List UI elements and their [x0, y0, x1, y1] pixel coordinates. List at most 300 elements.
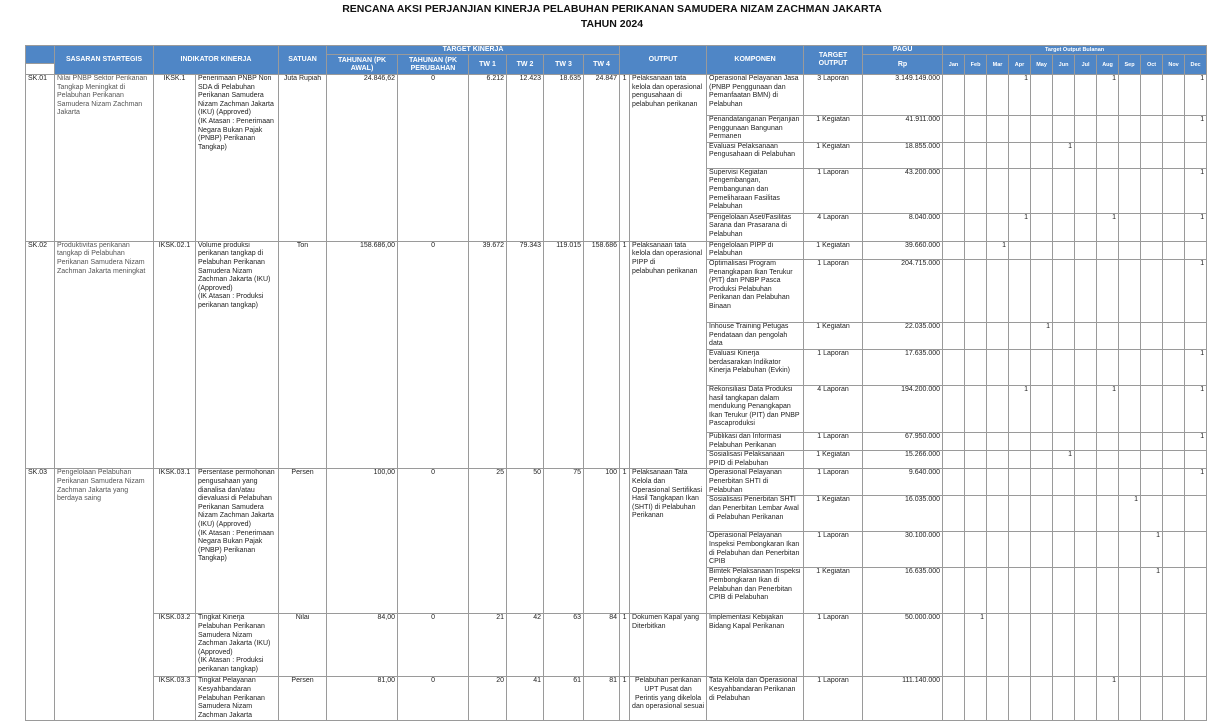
- header-rp: Rp: [863, 55, 943, 75]
- month-target-jan: [943, 116, 965, 143]
- month-target-dec: 1: [1185, 349, 1207, 385]
- month-target-jan: [943, 568, 965, 614]
- pagu-value: 9.640.000: [863, 469, 943, 496]
- output-number: 1: [620, 75, 630, 242]
- header-tw1: TW 1: [469, 55, 507, 75]
- month-target-jun: [1053, 614, 1075, 677]
- target-tw2: 50: [507, 469, 544, 614]
- komponen-text: Evaluasi Pelaksanaan Pengusahaan di Pelabuhan: [707, 142, 804, 168]
- month-target-mar: [987, 322, 1009, 349]
- month-target-aug: [1097, 496, 1119, 532]
- month-target-jun: [1053, 532, 1075, 568]
- target-tw3: 18.635: [544, 75, 584, 242]
- pagu-value: 204.715.000: [863, 259, 943, 322]
- month-target-may: [1031, 168, 1053, 213]
- month-target-feb: [965, 349, 987, 385]
- month-target-nov: [1163, 349, 1185, 385]
- month-target-mar: [987, 116, 1009, 143]
- target-output: 1 Laporan: [804, 168, 863, 213]
- month-target-dec: 1: [1185, 75, 1207, 116]
- komponen-text: Inhouse Training Petugas Pendataan dan pengolah data: [707, 322, 804, 349]
- pagu-value: 41.911.000: [863, 116, 943, 143]
- output-text: Pelaksanaan Tata Kelola dan Operasional Sertifikasi Hasil Tangkapan Ikan (SHTI) di Pelabuhan Perikanan: [630, 469, 707, 614]
- month-target-aug: [1097, 469, 1119, 496]
- month-target-sep: [1119, 213, 1141, 241]
- month-target-jun: [1053, 168, 1075, 213]
- month-target-nov: [1163, 213, 1185, 241]
- month-target-nov: [1163, 532, 1185, 568]
- month-target-sep: [1119, 568, 1141, 614]
- month-target-apr: [1009, 349, 1031, 385]
- target-tahunan-perubahan: 0: [398, 677, 469, 721]
- target-tw2: 41: [507, 677, 544, 721]
- month-target-jul: [1075, 532, 1097, 568]
- month-target-may: [1031, 75, 1053, 116]
- month-target-nov: [1163, 142, 1185, 168]
- output-number: 1: [620, 241, 630, 469]
- pagu-value: 16.035.000: [863, 496, 943, 532]
- month-target-nov: [1163, 469, 1185, 496]
- month-target-mar: [987, 432, 1009, 450]
- target-output: 1 Kegiatan: [804, 142, 863, 168]
- month-target-sep: [1119, 677, 1141, 721]
- month-target-jul: [1075, 168, 1097, 213]
- month-target-nov: [1163, 385, 1185, 432]
- month-target-mar: [987, 349, 1009, 385]
- month-target-jan: [943, 385, 965, 432]
- header-komponen: KOMPONEN: [707, 46, 804, 75]
- month-target-oct: 1: [1141, 532, 1163, 568]
- month-target-jan: [943, 451, 965, 469]
- month-target-sep: 1: [1119, 496, 1141, 532]
- sasaran-code: SK.02: [26, 241, 55, 469]
- month-target-sep: [1119, 116, 1141, 143]
- month-target-jul: [1075, 349, 1097, 385]
- month-target-jan: [943, 496, 965, 532]
- month-target-jun: [1053, 385, 1075, 432]
- target-tw1: 25: [469, 469, 507, 614]
- pagu-value: 3.149.149.000: [863, 75, 943, 116]
- month-target-jun: [1053, 322, 1075, 349]
- komponen-text: Operasional Pelayanan Jasa (PNBP Penggunaan dan Pemanfaatan BMN) di Pelabuhan: [707, 75, 804, 116]
- sasaran-text: Nilai PNBP Sektor Perikanan Tangkap Meningkat di Pelabuhan Perikanan Samudera Nizam Zachman Jakarta: [55, 75, 154, 242]
- month-target-may: [1031, 469, 1053, 496]
- output-text: Pelaksanaan tata kelola dan operasional pengusahaan di pelabuhan perikanan: [630, 75, 707, 242]
- month-target-jun: [1053, 496, 1075, 532]
- header-target-bulanan: Target Output Bulanan: [943, 46, 1207, 55]
- target-output: 1 Laporan: [804, 349, 863, 385]
- output-text: Pelaksanaan tata kelola dan operasional PIPP di pelabuhan perikanan: [630, 241, 707, 469]
- month-target-may: 1: [1031, 322, 1053, 349]
- month-target-feb: [965, 451, 987, 469]
- month-target-oct: [1141, 469, 1163, 496]
- month-target-jun: [1053, 116, 1075, 143]
- pagu-value: 17.635.000: [863, 349, 943, 385]
- target-output: 1 Kegiatan: [804, 568, 863, 614]
- month-target-may: [1031, 349, 1053, 385]
- month-target-apr: [1009, 142, 1031, 168]
- target-tw2: 42: [507, 614, 544, 677]
- output-text: Dokumen Kapal yang Diterbitkan: [630, 614, 707, 677]
- pagu-value: 8.040.000: [863, 213, 943, 241]
- header-target-output: TARGET OUTPUT: [804, 46, 863, 75]
- month-target-aug: [1097, 349, 1119, 385]
- target-output: 1 Kegiatan: [804, 322, 863, 349]
- header-indikator: INDIKATOR KINERJA: [154, 46, 279, 75]
- month-target-may: [1031, 142, 1053, 168]
- output-number: 1: [620, 677, 630, 721]
- indicator-code: IKSK.03.2: [154, 614, 196, 677]
- month-target-jul: [1075, 259, 1097, 322]
- pagu-value: 22.035.000: [863, 322, 943, 349]
- month-target-mar: [987, 259, 1009, 322]
- month-target-mar: [987, 213, 1009, 241]
- month-target-oct: [1141, 385, 1163, 432]
- pagu-value: 39.660.000: [863, 241, 943, 259]
- pagu-value: 15.266.000: [863, 451, 943, 469]
- month-target-nov: [1163, 451, 1185, 469]
- month-target-dec: 1: [1185, 469, 1207, 496]
- month-target-dec: [1185, 614, 1207, 677]
- header-sasaran: SASARAN STARTEGIS: [55, 46, 154, 75]
- header-month-oct: Oct: [1141, 55, 1163, 75]
- month-target-may: [1031, 213, 1053, 241]
- month-target-jan: [943, 213, 965, 241]
- target-tw3: 119.015: [544, 241, 584, 469]
- month-target-aug: [1097, 614, 1119, 677]
- month-target-jan: [943, 349, 965, 385]
- month-target-mar: [987, 451, 1009, 469]
- month-target-dec: 1: [1185, 213, 1207, 241]
- table-row: [26, 614, 1207, 677]
- month-target-oct: [1141, 451, 1163, 469]
- month-target-jul: [1075, 677, 1097, 721]
- output-number: 1: [620, 469, 630, 614]
- target-tw2: 79.343: [507, 241, 544, 469]
- komponen-text: Operasional Pelayanan Penerbitan SHTI di Pelabuhan: [707, 469, 804, 496]
- month-target-nov: [1163, 75, 1185, 116]
- month-target-aug: 1: [1097, 75, 1119, 116]
- month-target-nov: [1163, 677, 1185, 721]
- komponen-text: Optimalisasi Program Penangkapan Ikan Terukur (PIT) dan PNBP Pasca Produksi Pelabuhan Perikanan dan Pelabuhan Binaan: [707, 259, 804, 322]
- month-target-mar: [987, 614, 1009, 677]
- month-target-jun: [1053, 259, 1075, 322]
- month-target-oct: [1141, 677, 1163, 721]
- target-tw4: 24.847: [584, 75, 620, 242]
- month-target-aug: [1097, 532, 1119, 568]
- month-target-jun: [1053, 432, 1075, 450]
- month-target-jul: [1075, 213, 1097, 241]
- month-target-may: [1031, 532, 1053, 568]
- month-target-aug: [1097, 322, 1119, 349]
- month-target-apr: [1009, 496, 1031, 532]
- komponen-text: Publikasi dan Informasi Pelabuhan Perikanan: [707, 432, 804, 450]
- header-satuan: SATUAN: [279, 46, 327, 75]
- month-target-apr: 1: [1009, 75, 1031, 116]
- target-output: 1 Laporan: [804, 432, 863, 450]
- target-output: 1 Kegiatan: [804, 116, 863, 143]
- header-month-dec: Dec: [1185, 55, 1207, 75]
- month-target-apr: [1009, 532, 1031, 568]
- month-target-nov: [1163, 614, 1185, 677]
- target-tw3: 63: [544, 614, 584, 677]
- target-output: 1 Laporan: [804, 469, 863, 496]
- target-tahunan-awal: 100,00: [327, 469, 398, 614]
- month-target-apr: [1009, 168, 1031, 213]
- month-target-oct: [1141, 432, 1163, 450]
- month-target-jan: [943, 241, 965, 259]
- month-target-jun: 1: [1053, 451, 1075, 469]
- action-plan-table: [25, 45, 1207, 721]
- target-tw2: 12.423: [507, 75, 544, 242]
- komponen-text: Bimtek Pelaksanaan Inspeksi Pembongkaran Ikan di Pelabuhan dan Penerbitan CPIB di Pelabuhan: [707, 568, 804, 614]
- komponen-text: Implementasi Kebijakan Bidang Kapal Perikanan: [707, 614, 804, 677]
- month-target-may: [1031, 451, 1053, 469]
- month-target-sep: [1119, 385, 1141, 432]
- month-target-jul: [1075, 451, 1097, 469]
- month-target-apr: [1009, 116, 1031, 143]
- month-target-dec: [1185, 496, 1207, 532]
- month-target-feb: [965, 432, 987, 450]
- month-target-feb: [965, 213, 987, 241]
- month-target-sep: [1119, 259, 1141, 322]
- month-target-jul: [1075, 116, 1097, 143]
- target-output: 1 Kegiatan: [804, 241, 863, 259]
- month-target-sep: [1119, 451, 1141, 469]
- month-target-sep: [1119, 532, 1141, 568]
- month-target-mar: [987, 142, 1009, 168]
- month-target-jun: 1: [1053, 142, 1075, 168]
- month-target-sep: [1119, 432, 1141, 450]
- month-target-oct: [1141, 496, 1163, 532]
- month-target-dec: [1185, 142, 1207, 168]
- month-target-jul: [1075, 614, 1097, 677]
- month-target-may: [1031, 385, 1053, 432]
- month-target-aug: [1097, 116, 1119, 143]
- month-target-oct: [1141, 116, 1163, 143]
- target-tw4: 158.686: [584, 241, 620, 469]
- month-target-aug: [1097, 142, 1119, 168]
- month-target-feb: [965, 322, 987, 349]
- pagu-value: 18.855.000: [863, 142, 943, 168]
- komponen-text: Operasional Pelayanan Inspeksi Pembongkaran Ikan di Pelabuhan dan Penerbitan CPIB: [707, 532, 804, 568]
- month-target-jan: [943, 168, 965, 213]
- pagu-value: 50.000.000: [863, 614, 943, 677]
- month-target-feb: [965, 259, 987, 322]
- month-target-apr: [1009, 432, 1031, 450]
- month-target-aug: [1097, 168, 1119, 213]
- month-target-aug: [1097, 432, 1119, 450]
- table-row: [26, 677, 1207, 721]
- indicator-satuan: Persen: [279, 469, 327, 614]
- sasaran-code: SK.03: [26, 469, 55, 721]
- month-target-jul: [1075, 322, 1097, 349]
- indicator-code: IKSK.03.3: [154, 677, 196, 721]
- pagu-value: 16.635.000: [863, 568, 943, 614]
- header-month-mar: Mar: [987, 55, 1009, 75]
- header-month-feb: Feb: [965, 55, 987, 75]
- month-target-jun: [1053, 213, 1075, 241]
- target-tahunan-awal: 84,00: [327, 614, 398, 677]
- indicator-text: Volume produksi perikanan tangkap di Pelabuhan Perikanan Samudera Nizam Zachman Jakarta (IKU) (Approved) (IK Atasan : Produksi perikanan tangkap): [196, 241, 279, 469]
- month-target-oct: 1: [1141, 568, 1163, 614]
- month-target-oct: [1141, 213, 1163, 241]
- target-output: 3 Laporan: [804, 75, 863, 116]
- month-target-may: [1031, 568, 1053, 614]
- komponen-text: Sosialisasi Pelaksanaan PPID di Pelabuhan: [707, 451, 804, 469]
- target-tw1: 6.212: [469, 75, 507, 242]
- month-target-jul: [1075, 75, 1097, 116]
- sasaran-code: SK.01: [26, 75, 55, 242]
- month-target-jul: [1075, 469, 1097, 496]
- month-target-oct: [1141, 75, 1163, 116]
- month-target-dec: 1: [1185, 385, 1207, 432]
- month-target-oct: [1141, 349, 1163, 385]
- month-target-apr: [1009, 614, 1031, 677]
- month-target-mar: [987, 532, 1009, 568]
- target-tw1: 39.672: [469, 241, 507, 469]
- month-target-feb: [965, 75, 987, 116]
- indicator-satuan: Ton: [279, 241, 327, 469]
- month-target-nov: [1163, 432, 1185, 450]
- month-target-feb: [965, 469, 987, 496]
- month-target-nov: [1163, 496, 1185, 532]
- komponen-text: Pengelolaan PIPP di Pelabuhan: [707, 241, 804, 259]
- month-target-mar: [987, 496, 1009, 532]
- month-target-may: [1031, 259, 1053, 322]
- target-tw1: 20: [469, 677, 507, 721]
- month-target-apr: [1009, 677, 1031, 721]
- month-target-feb: [965, 142, 987, 168]
- month-target-nov: [1163, 241, 1185, 259]
- target-output: 1 Laporan: [804, 259, 863, 322]
- month-target-feb: [965, 385, 987, 432]
- target-tahunan-awal: 158.686,00: [327, 241, 398, 469]
- month-target-aug: [1097, 241, 1119, 259]
- target-output: 1 Laporan: [804, 532, 863, 568]
- header-month-jun: Jun: [1053, 55, 1075, 75]
- header-month-jan: Jan: [943, 55, 965, 75]
- output-number: 1: [620, 614, 630, 677]
- pagu-value: 194.200.000: [863, 385, 943, 432]
- komponen-text: Sosialisasi Penerbitan SHTI dan Penerbitan Lembar Awal di Pelabuhan Perikanan: [707, 496, 804, 532]
- komponen-text: Supervisi Kegiatan Pengembangan, Pembangunan dan Pemeliharaan Fasilitas Pelabuhan: [707, 168, 804, 213]
- month-target-jun: [1053, 241, 1075, 259]
- month-target-nov: [1163, 116, 1185, 143]
- header-tahunan-perubahan: TAHUNAN (PK PERUBAHAN: [398, 55, 469, 75]
- table-row: [26, 241, 1207, 259]
- month-target-dec: [1185, 568, 1207, 614]
- target-output: 1 Laporan: [804, 677, 863, 721]
- month-target-nov: [1163, 259, 1185, 322]
- header-target-kinerja: TARGET KINERJA: [327, 46, 620, 55]
- header-pagu: PAGU: [863, 46, 943, 55]
- month-target-oct: [1141, 168, 1163, 213]
- header-blank: [26, 64, 55, 75]
- document-year: TAHUN 2024: [580, 18, 644, 30]
- month-target-may: [1031, 116, 1053, 143]
- month-target-dec: 1: [1185, 168, 1207, 213]
- indicator-text: Tingkat Pelayanan Kesyahbandaran Pelabuhan Perikanan Samudera Nizam Zachman Jakarta: [196, 677, 279, 721]
- pagu-value: 30.100.000: [863, 532, 943, 568]
- month-target-may: [1031, 614, 1053, 677]
- month-target-may: [1031, 432, 1053, 450]
- target-tw3: 61: [544, 677, 584, 721]
- month-target-may: [1031, 241, 1053, 259]
- month-target-feb: [965, 241, 987, 259]
- komponen-text: Penandatanganan Perjanjian Penggunaan Bangunan Permanen: [707, 116, 804, 143]
- pagu-value: 43.200.000: [863, 168, 943, 213]
- month-target-jun: [1053, 568, 1075, 614]
- month-target-jan: [943, 469, 965, 496]
- target-tahunan-perubahan: 0: [398, 469, 469, 614]
- month-target-dec: [1185, 677, 1207, 721]
- indicator-satuan: Juta Rupiah: [279, 75, 327, 242]
- header-month-aug: Aug: [1097, 55, 1119, 75]
- output-text: Pelabuhan perikanan UPT Pusat dan Perintis yang dikelola dan operasional sesuai: [630, 677, 707, 721]
- header-tw3: TW 3: [544, 55, 584, 75]
- month-target-nov: [1163, 168, 1185, 213]
- target-tahunan-awal: 24.846,62: [327, 75, 398, 242]
- month-target-dec: 1: [1185, 116, 1207, 143]
- indicator-code: IKSK.03.1: [154, 469, 196, 614]
- header-month-nov: Nov: [1163, 55, 1185, 75]
- target-tahunan-perubahan: 0: [398, 241, 469, 469]
- month-target-oct: [1141, 259, 1163, 322]
- target-output: 4 Laporan: [804, 213, 863, 241]
- target-output: 1 Laporan: [804, 614, 863, 677]
- indicator-code: IKSK.1: [154, 75, 196, 242]
- month-target-dec: [1185, 241, 1207, 259]
- month-target-nov: [1163, 322, 1185, 349]
- header-tw2: TW 2: [507, 55, 544, 75]
- pagu-value: 67.950.000: [863, 432, 943, 450]
- month-target-mar: [987, 75, 1009, 116]
- target-tahunan-perubahan: 0: [398, 614, 469, 677]
- target-output: 1 Kegiatan: [804, 451, 863, 469]
- month-target-sep: [1119, 241, 1141, 259]
- month-target-jul: [1075, 241, 1097, 259]
- month-target-oct: [1141, 614, 1163, 677]
- month-target-jun: [1053, 469, 1075, 496]
- month-target-apr: 1: [1009, 213, 1031, 241]
- table-body: [26, 75, 1207, 721]
- header-output: OUTPUT: [620, 46, 707, 75]
- month-target-mar: 1: [987, 241, 1009, 259]
- header-tw4: TW 4: [584, 55, 620, 75]
- month-target-feb: [965, 532, 987, 568]
- month-target-mar: [987, 168, 1009, 213]
- header-month-apr: Apr: [1009, 55, 1031, 75]
- month-target-aug: [1097, 568, 1119, 614]
- month-target-dec: 1: [1185, 432, 1207, 450]
- month-target-mar: [987, 469, 1009, 496]
- month-target-jun: [1053, 677, 1075, 721]
- month-target-jan: [943, 75, 965, 116]
- month-target-jul: [1075, 142, 1097, 168]
- month-target-aug: [1097, 259, 1119, 322]
- target-tahunan-perubahan: 0: [398, 75, 469, 242]
- month-target-apr: [1009, 568, 1031, 614]
- sasaran-text: Produktivitas perikanan tangkap di Pelabuhan Perikanan Samudera Nizam Zachman Jakarta meningkat: [55, 241, 154, 469]
- month-target-may: [1031, 496, 1053, 532]
- pagu-value: 111.140.000: [863, 677, 943, 721]
- target-tw4: 84: [584, 614, 620, 677]
- indicator-satuan: Persen: [279, 677, 327, 721]
- month-target-sep: [1119, 349, 1141, 385]
- sasaran-text: Pengelolaan Pelabuhan Perikanan Samudera Nizam Zachman Jakarta yang berdaya saing: [55, 469, 154, 721]
- month-target-feb: [965, 568, 987, 614]
